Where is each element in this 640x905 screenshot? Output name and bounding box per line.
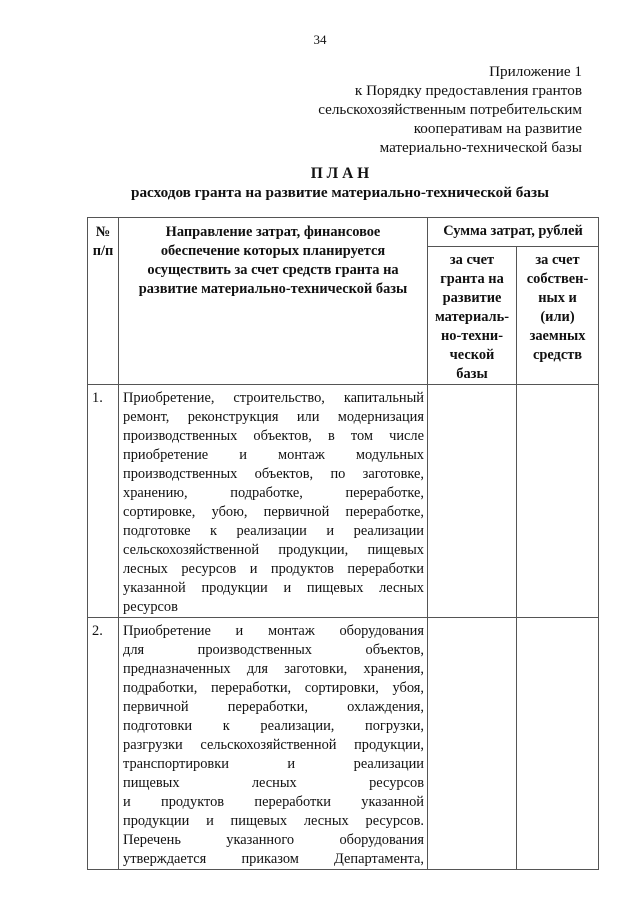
description-line: сортировке, убою, первичной переработке,: [123, 504, 424, 520]
document-title: П Л А Н: [310, 165, 370, 182]
page-number: 34: [313, 32, 327, 47]
row-description: [119, 618, 428, 870]
header-grant-line: ческой: [449, 347, 495, 363]
description-line: для производственных объектов,: [123, 642, 424, 658]
header-own-line: (или): [540, 309, 575, 325]
document-subtitle: расходов гранта на развитие материально-технической базы: [131, 184, 549, 201]
description-line: подготовке к реализации и реализации: [123, 523, 424, 539]
description-line: подготовки к реализации, погрузки,: [123, 718, 424, 734]
row-number: 1.: [88, 385, 119, 618]
description-line: производственных объектов, по заготовке,: [123, 466, 424, 482]
description-line: первичной переработки, охлаждения,: [123, 699, 424, 715]
header-number-line: №: [95, 224, 111, 240]
description-line: производственных объектов, в том числе: [123, 428, 424, 444]
header-own-line: заемных: [529, 328, 586, 344]
description-line: продукции и пищевых лесных ресурсов.: [123, 813, 424, 829]
description-line: хранению, подработке, переработке,: [123, 485, 424, 501]
table-row: [88, 618, 599, 870]
description-line: подработки, переработки, сортировки, убоя,: [123, 680, 424, 696]
description-line: Приобретение и монтаж оборудования: [123, 623, 424, 639]
header-direction-line: обеспечение которых планируется: [160, 243, 386, 259]
own-funds-amount-cell: [517, 618, 599, 870]
row-description: [119, 385, 428, 618]
grant-amount-cell: [428, 618, 517, 870]
appendix-line: сельскохозяйственным потребительским: [318, 101, 582, 118]
header-direction-line: осуществить за счет средств гранта на: [147, 262, 399, 278]
appendix-line: Приложение 1: [489, 63, 582, 80]
header-direction-line: Направление затрат, финансовое: [165, 224, 381, 240]
header-grant-line: но-техни-: [440, 328, 504, 344]
header-grant-line: гранта на: [440, 271, 504, 287]
header-grant: [428, 247, 517, 385]
header-number-line: п/п: [92, 243, 114, 259]
description-line: ресурсов: [123, 599, 178, 615]
description-line: пищевых лесных ресурсов: [123, 775, 424, 791]
description-line: утверждается приказом Департамента,: [123, 851, 424, 867]
header-number: [88, 218, 119, 385]
description-line: Приобретение, строительство, капитальный: [123, 390, 424, 406]
header-direction: [119, 218, 428, 385]
description-line: транспортировки и реализации: [123, 756, 424, 772]
description-line: лесных ресурсов и продуктов переработки: [123, 561, 424, 577]
appendix-line: материально-технической базы: [379, 139, 582, 156]
header-own-funds: [517, 247, 599, 385]
plan-table: [87, 217, 599, 870]
description-line: и продуктов переработки указанной: [123, 794, 424, 810]
description-line: предназначенных для заготовки, хранения,: [123, 661, 424, 677]
description-line: Перечень указанного оборудования: [123, 832, 424, 848]
header-own-line: собствен-: [526, 271, 589, 287]
description-line: сельскохозяйственной продукции, пищевых: [123, 542, 424, 558]
header-sum: Сумма затрат, рублей: [428, 218, 599, 247]
header-own-line: ных и: [538, 290, 577, 306]
grant-amount-cell: [428, 385, 517, 618]
own-funds-amount-cell: [517, 385, 599, 618]
description-line: указанной продукции и пищевых лесных: [123, 580, 424, 596]
header-own-line: за счет: [535, 252, 580, 268]
header-grant-line: материаль-: [434, 309, 510, 325]
header-grant-line: развитие: [442, 290, 502, 306]
appendix-caption: [318, 62, 582, 157]
header-own-line: средств: [532, 347, 583, 363]
description-line: приобретение и монтаж модульных: [123, 447, 424, 463]
appendix-line: к Порядку предоставления грантов: [354, 82, 582, 99]
table-row: [88, 385, 599, 618]
header-direction-line: развитие материально-технической базы: [138, 281, 408, 297]
header-grant-line: за счет: [449, 252, 495, 268]
description-line: разгрузки сельскохозяйственной продукции,: [123, 737, 424, 753]
appendix-line: кооперативам на развитие: [413, 120, 582, 137]
row-number: 2.: [88, 618, 119, 870]
header-grant-line: базы: [456, 366, 488, 382]
header-row: [88, 218, 599, 247]
description-line: ремонт, реконструкция или модернизация: [123, 409, 424, 425]
